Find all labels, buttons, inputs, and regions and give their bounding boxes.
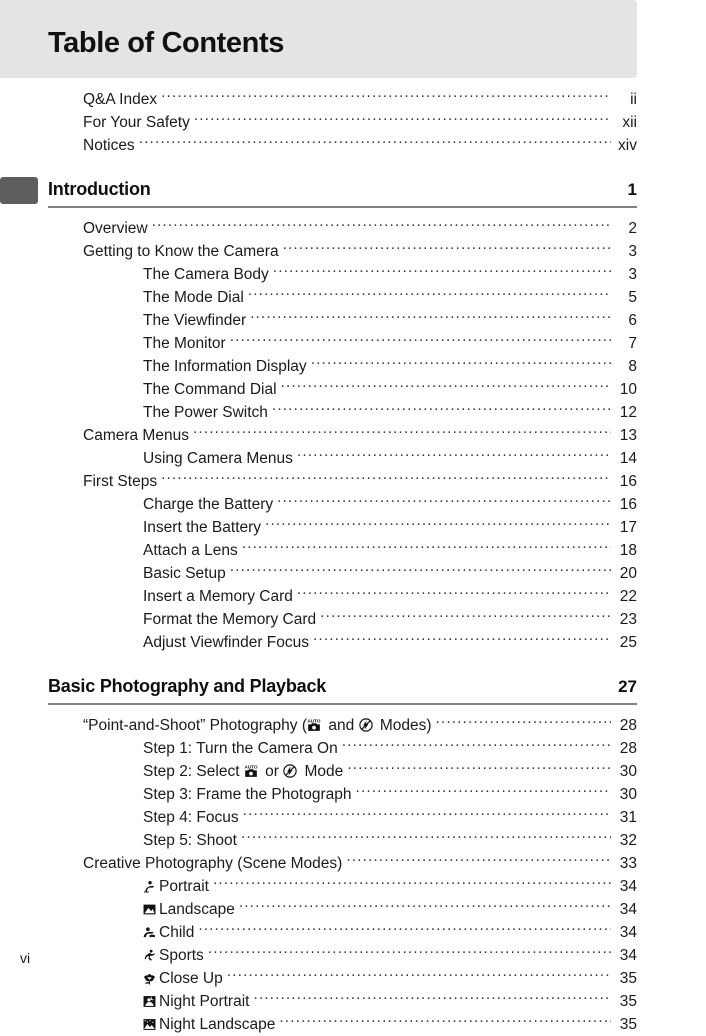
toc-entry[interactable]	[0, 134, 706, 157]
toc-part-header[interactable]	[0, 179, 706, 200]
toc-leader-dots	[230, 332, 611, 348]
toc-entry-label: Camera Menus	[83, 427, 189, 444]
toc-entry-label: Sports	[143, 944, 207, 967]
toc-entry[interactable]	[0, 539, 706, 562]
close-up-mode-icon	[143, 972, 156, 985]
toc-entry[interactable]	[0, 562, 706, 585]
toc-leader-dots	[356, 783, 611, 799]
toc-part-page-number: 27	[618, 677, 637, 696]
toc-entry[interactable]	[0, 944, 706, 967]
toc-entry[interactable]	[0, 240, 706, 263]
flash-off-mode-icon	[283, 764, 297, 778]
toc-entry[interactable]	[0, 424, 706, 447]
frontmatter-list	[0, 88, 706, 157]
toc-entry-page-number: 35	[619, 993, 637, 1010]
toc-leader-dots	[198, 921, 611, 937]
toc-part	[0, 676, 706, 1036]
toc-entry-label: Night Landscape	[143, 1013, 278, 1036]
toc-entry-page-number: 34	[619, 901, 637, 918]
toc-entry-page-number: 30	[619, 763, 637, 780]
toc-entry-page-number: 3	[628, 266, 637, 283]
toc-entry[interactable]	[0, 898, 706, 921]
toc-entry-label: Step 4: Focus	[143, 809, 239, 826]
toc-entry-label: The Monitor	[143, 335, 226, 352]
toc-entry-page-number: 33	[619, 855, 637, 872]
page-folio: vi	[20, 950, 31, 966]
night-landscape-mode-icon	[143, 1018, 156, 1031]
toc-leader-dots	[253, 990, 611, 1006]
night-portrait-mode-icon	[143, 995, 156, 1008]
toc-entry-label: Attach a Lens	[143, 542, 238, 559]
toc-entry[interactable]	[0, 332, 706, 355]
toc-leader-dots	[208, 944, 611, 960]
toc-entry-page-number: xiv	[618, 137, 637, 154]
toc-leader-dots	[436, 714, 611, 730]
toc-entry-page-number: 14	[619, 450, 637, 467]
child-mode-icon	[143, 926, 156, 939]
toc-entry[interactable]	[0, 967, 706, 990]
toc-leader-dots	[320, 608, 611, 624]
toc-entry-label: Overview	[83, 220, 148, 237]
toc-entry-page-number: 28	[619, 717, 637, 734]
toc-entry[interactable]	[0, 401, 706, 424]
toc-entry-label: The Viewfinder	[143, 312, 247, 329]
toc-entry-label: Step 5: Shoot	[143, 832, 237, 849]
toc-entry-page-number: 28	[619, 740, 637, 757]
toc-leader-dots	[152, 217, 611, 233]
toc-entry-label: Insert a Memory Card	[143, 588, 293, 605]
toc-leader-dots	[213, 875, 611, 891]
toc-entry-page-number: 6	[628, 312, 637, 329]
toc-entry[interactable]	[0, 760, 706, 783]
toc-leader-dots	[242, 539, 611, 555]
toc-entry-label: Landscape	[143, 898, 238, 921]
toc-leader-dots	[239, 898, 611, 914]
toc-leader-dots	[347, 760, 611, 776]
toc-leader-dots	[193, 424, 611, 440]
toc-entry-page-number: 25	[619, 634, 637, 651]
toc-entry-page-number: 32	[619, 832, 637, 849]
toc-leader-dots	[161, 470, 611, 486]
toc-leader-dots	[265, 516, 611, 532]
toc-entry-page-number: 30	[619, 786, 637, 803]
toc-leader-dots	[161, 88, 611, 104]
toc-entry-page-number: 8	[628, 358, 637, 375]
toc-entry[interactable]	[0, 585, 706, 608]
toc-leader-dots	[281, 378, 611, 394]
toc-entry-page-number: 35	[619, 970, 637, 987]
toc-leader-dots	[297, 585, 611, 601]
toc-leader-dots	[313, 631, 611, 647]
toc-entry[interactable]	[0, 631, 706, 654]
toc-entry-page-number: 16	[619, 496, 637, 513]
toc-entry-page-number: 34	[619, 878, 637, 895]
toc-entry[interactable]	[0, 1013, 706, 1036]
toc-entry[interactable]	[0, 355, 706, 378]
toc-entry-page-number: 35	[619, 1016, 637, 1033]
toc-part-title: Introduction	[48, 179, 151, 199]
part-divider-rule	[48, 206, 637, 208]
toc-entry-label: First Steps	[83, 473, 158, 490]
toc-entry[interactable]	[0, 852, 706, 875]
toc-entry-page-number: 20	[619, 565, 637, 582]
toc-entry-label: The Power Switch	[143, 404, 268, 421]
toc-leader-dots	[272, 401, 611, 417]
toc-entry-label: The Camera Body	[143, 266, 269, 283]
toc-entry-label: The Mode Dial	[143, 289, 244, 306]
toc-entry-label: Adjust Viewfinder Focus	[143, 634, 309, 651]
toc-entry-page-number: ii	[630, 91, 637, 108]
toc-leader-dots	[248, 286, 611, 302]
toc-entry-page-number: 2	[628, 220, 637, 237]
toc-entry[interactable]	[0, 88, 706, 111]
toc-entry-page-number: 34	[619, 924, 637, 941]
toc-entry-page-number: 34	[619, 947, 637, 964]
toc-entry-page-number: 17	[619, 519, 637, 536]
toc-leader-dots	[250, 309, 611, 325]
toc-leader-dots	[346, 852, 611, 868]
toc-leader-dots	[297, 447, 611, 463]
toc-entry[interactable]	[0, 217, 706, 240]
landscape-mode-icon	[143, 903, 156, 916]
toc-entry[interactable]	[0, 608, 706, 631]
toc-entry-label: For Your Safety	[83, 114, 190, 131]
parts-list	[0, 179, 706, 1036]
toc-part-title: Basic Photography and Playback	[48, 676, 327, 696]
toc-entry-label: Close Up	[143, 967, 226, 990]
toc-entry-page-number: 18	[619, 542, 637, 559]
toc-entry[interactable]	[0, 378, 706, 401]
toc-entry-label: Night Portrait	[143, 990, 252, 1013]
toc-part	[0, 179, 706, 654]
toc-entry-label: Step 3: Frame the Photograph	[143, 786, 352, 803]
toc-entry-label: Step 2: Select AUTO or Mode	[143, 763, 344, 780]
toc-entry-label: Charge the Battery	[143, 496, 274, 513]
toc-entry-label: Insert the Battery	[143, 519, 262, 536]
toc-entry-label: Using Camera Menus	[143, 450, 293, 467]
toc-entry-label: Format the Memory Card	[143, 611, 317, 628]
toc-entry-label: Portrait	[143, 875, 212, 898]
toc-entry[interactable]	[0, 737, 706, 760]
toc-entry[interactable]	[0, 783, 706, 806]
toc-entry[interactable]	[0, 875, 706, 898]
toc-entry[interactable]	[0, 309, 706, 332]
toc-entry[interactable]	[0, 263, 706, 286]
svg-text:AUTO: AUTO	[307, 718, 321, 724]
toc-entry[interactable]	[0, 470, 706, 493]
part-divider-rule	[48, 703, 637, 705]
toc-leader-dots	[283, 240, 611, 256]
toc-leader-dots	[241, 829, 611, 845]
toc-entry-page-number: 10	[619, 381, 637, 398]
toc-leader-dots	[139, 134, 611, 150]
toc-entry-label: Child	[143, 921, 197, 944]
toc-entry[interactable]	[0, 714, 706, 737]
section-thumb-tab	[0, 177, 38, 204]
toc-entry[interactable]	[0, 990, 706, 1013]
auto-camera-mode-icon	[244, 764, 258, 778]
sports-mode-icon	[143, 949, 156, 962]
toc-leader-dots	[227, 967, 611, 983]
toc-entry-page-number: 5	[628, 289, 637, 306]
portrait-mode-icon	[143, 880, 156, 893]
toc-content	[0, 78, 706, 1036]
toc-leader-dots	[273, 263, 611, 279]
toc-entry-label: Creative Photography (Scene Modes)	[83, 855, 343, 872]
toc-entry[interactable]	[0, 516, 706, 539]
toc-entry-label: Q&A Index	[83, 91, 158, 108]
toc-entry[interactable]	[0, 286, 706, 309]
toc-leader-dots	[194, 111, 611, 127]
toc-part-page-number: 1	[627, 180, 637, 199]
svg-text:AUTO: AUTO	[244, 764, 258, 770]
toc-entry[interactable]	[0, 829, 706, 852]
toc-entry[interactable]	[0, 921, 706, 944]
toc-entry-label: Notices	[83, 137, 135, 154]
toc-entry-page-number: 22	[619, 588, 637, 605]
toc-entry-page-number: 31	[619, 809, 637, 826]
toc-leader-dots	[311, 355, 611, 371]
toc-entry-page-number: 3	[628, 243, 637, 260]
toc-entry[interactable]	[0, 806, 706, 829]
toc-entry-page-number: 7	[628, 335, 637, 352]
toc-entry[interactable]	[0, 493, 706, 516]
flash-off-mode-icon	[359, 718, 373, 732]
toc-entry[interactable]	[0, 447, 706, 470]
toc-part-header[interactable]	[0, 676, 706, 697]
toc-entry-page-number: 23	[619, 611, 637, 628]
toc-entry-label: The Information Display	[143, 358, 307, 375]
toc-leader-dots	[243, 806, 611, 822]
toc-entry-label: Basic Setup	[143, 565, 226, 582]
toc-entry-page-number: 13	[619, 427, 637, 444]
toc-entry-label: “Point-and-Shoot” Photography ( AUTO and Modes)	[83, 717, 432, 734]
page-title: Table of Contents	[48, 27, 284, 59]
toc-leader-dots	[342, 737, 611, 753]
toc-entry-page-number: 12	[619, 404, 637, 421]
auto-camera-mode-icon	[307, 718, 321, 732]
toc-entry-page-number: xii	[622, 114, 637, 131]
toc-leader-dots	[277, 493, 611, 509]
toc-entry-label: The Command Dial	[143, 381, 277, 398]
toc-entry-label: Step 1: Turn the Camera On	[143, 740, 338, 757]
toc-leader-dots	[279, 1013, 611, 1029]
toc-entry-page-number: 16	[619, 473, 637, 490]
toc-leader-dots	[230, 562, 611, 578]
toc-entry[interactable]	[0, 111, 706, 134]
toc-entry-label: Getting to Know the Camera	[83, 243, 279, 260]
